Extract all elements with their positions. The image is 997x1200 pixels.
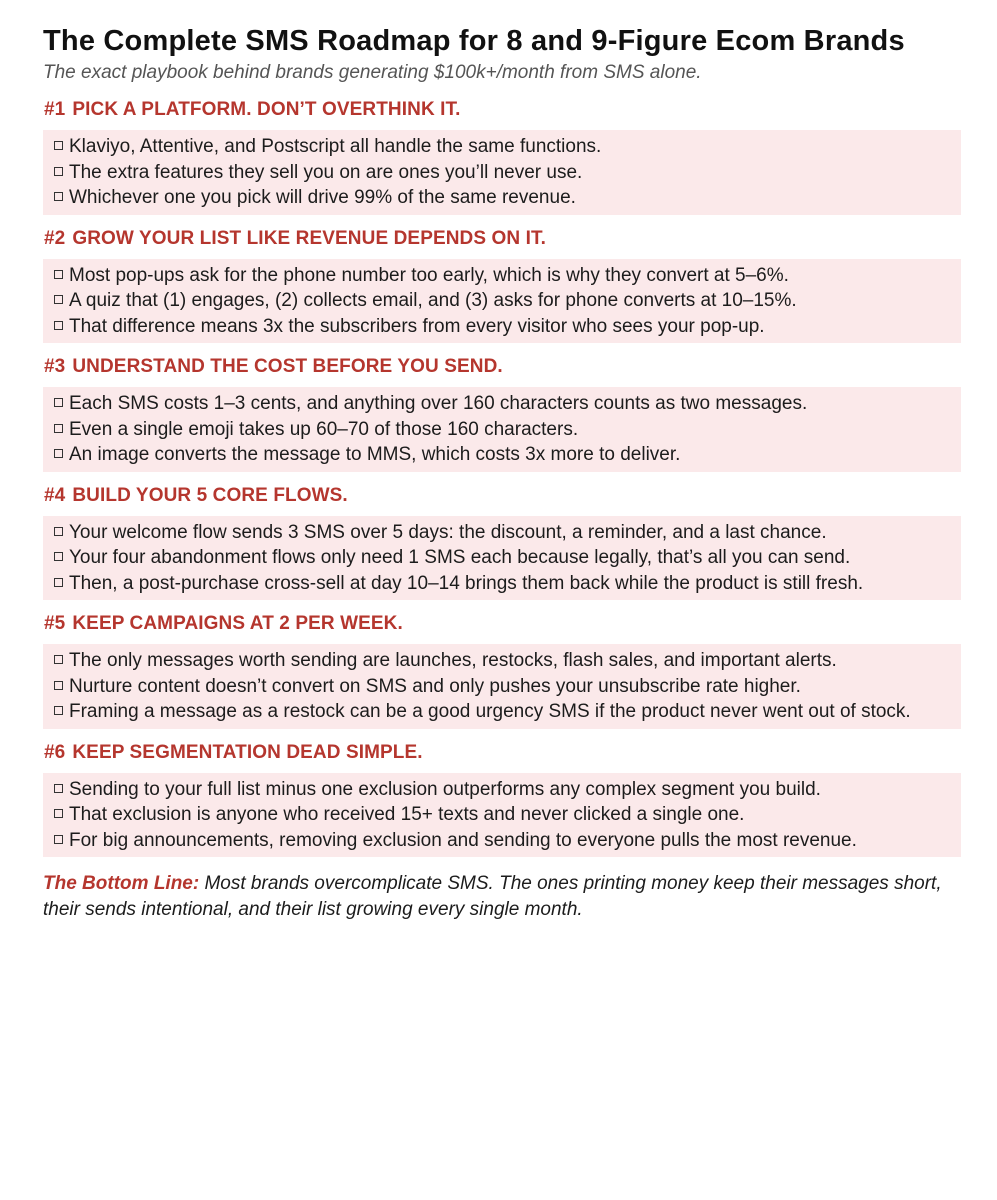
list-item [54,314,949,340]
list-item [54,699,949,725]
section-points-box [43,387,961,472]
roadmap-section [43,355,961,472]
square-bullet-icon [54,398,63,407]
section-heading-text: PICK A PLATFORM. DON’T OVERTHINK IT. [72,99,461,120]
bottom-line-text: Most brands overcomplicate SMS. The ones printing money keep their messages short, their sends intentional, and their list growing every single month. [43,873,942,920]
list-item [54,288,949,314]
list-item-text: Sending to your full list minus one exclusion outperforms any complex segment you build. [69,778,821,800]
page-title: The Complete SMS Roadmap for 8 and 9-Figure Ecom Brands [43,25,905,57]
square-bullet-icon [54,424,63,433]
section-number: #1 [44,99,66,120]
list-item-text: Your welcome flow sends 3 SMS over 5 days: the discount, a reminder, and a last chance. [69,521,827,543]
section-points-box [43,644,961,729]
list-item-text: The extra features they sell you on are ones you’ll never use. [69,161,583,183]
list-item [54,674,949,700]
list-item-text: An image converts the message to MMS, which costs 3x more to deliver. [69,444,681,465]
section-heading-text: BUILD YOUR 5 CORE FLOWS. [72,484,348,506]
roadmap-section [43,227,961,344]
section-heading-text: UNDERSTAND THE COST BEFORE YOU SEND. [72,356,503,377]
section-number: #5 [44,613,66,634]
list-item [54,802,949,828]
list-item [54,417,949,443]
list-item [54,648,949,674]
roadmap-section [43,484,961,601]
section-heading [43,227,961,251]
list-item [54,160,949,186]
list-item [54,520,949,546]
section-number: #4 [44,484,66,506]
square-bullet-icon [54,141,63,150]
square-bullet-icon [54,449,63,458]
list-item-text: Even a single emoji takes up 60–70 of those 160 characters. [69,418,579,440]
bottom-line-label: The Bottom Line: [43,873,200,894]
roadmap-section [43,98,961,215]
square-bullet-icon [54,681,63,690]
section-number: #3 [44,356,66,377]
square-bullet-icon [54,809,63,818]
section-points-box [43,130,961,215]
list-item-text: Your four abandonment flows only need 1 SMS each because legally, that’s all you can send. [69,547,851,568]
section-heading [43,98,961,122]
list-item-text: That exclusion is anyone who received 15+ texts and never clicked a single one. [69,804,745,825]
list-item [54,442,949,468]
section-heading-text: KEEP CAMPAIGNS AT 2 PER WEEK. [72,613,403,634]
list-item-text: A quiz that (1) engages, (2) collects email, and (3) asks for phone converts at 10–15%. [69,290,797,311]
list-item-text: That difference means 3x the subscribers from every visitor who sees your pop-up. [69,315,765,337]
list-item-text: Klaviyo, Attentive, and Postscript all handle the same functions. [69,136,602,157]
list-item-text: For big announcements, removing exclusion and sending to everyone pulls the most revenue. [69,829,857,851]
list-item [54,263,949,289]
section-points-box [43,259,961,344]
square-bullet-icon [54,192,63,201]
section-number: #6 [44,741,66,763]
section-points-box [43,516,961,601]
list-item-text: Most pop-ups ask for the phone number too early, which is why they convert at 5–6%. [69,264,789,286]
square-bullet-icon [54,835,63,844]
list-item-text: Framing a message as a restock can be a good urgency SMS if the product never went out of stock. [69,701,911,722]
square-bullet-icon [54,706,63,715]
page-subtitle: The exact playbook behind brands generating $100k+/month from SMS alone. [43,62,702,83]
section-heading [43,612,961,636]
section-heading-text: GROW YOUR LIST LIKE REVENUE DEPENDS ON IT. [72,227,546,249]
square-bullet-icon [54,784,63,793]
section-heading [43,741,961,765]
roadmap-section [43,741,961,858]
section-points-box [43,773,961,858]
list-item [54,777,949,803]
list-item [54,391,949,417]
square-bullet-icon [54,295,63,304]
list-item-text: Then, a post-purchase cross-sell at day 10–14 brings them back while the product is still fresh. [69,572,864,594]
square-bullet-icon [54,321,63,330]
square-bullet-icon [54,270,63,279]
section-number: #2 [44,227,66,249]
list-item-text: Whichever one you pick will drive 99% of the same revenue. [69,187,576,208]
square-bullet-icon [54,552,63,561]
list-item-text: Each SMS costs 1–3 cents, and anything over 160 characters counts as two messages. [69,393,808,414]
list-item [54,545,949,571]
square-bullet-icon [54,167,63,176]
square-bullet-icon [54,527,63,536]
section-heading [43,484,961,508]
list-item [54,571,949,597]
sections-container [43,98,961,857]
list-item-text: Nurture content doesn’t convert on SMS and only pushes your unsubscribe rate higher. [69,675,801,697]
bottom-line [43,871,961,922]
list-item [54,134,949,160]
roadmap-section [43,612,961,729]
list-item [54,828,949,854]
list-item-text: The only messages worth sending are launches, restocks, flash sales, and important alerts. [69,650,837,671]
square-bullet-icon [54,655,63,664]
list-item [54,185,949,211]
square-bullet-icon [54,578,63,587]
section-heading-text: KEEP SEGMENTATION DEAD SIMPLE. [72,741,423,763]
section-heading [43,355,961,379]
